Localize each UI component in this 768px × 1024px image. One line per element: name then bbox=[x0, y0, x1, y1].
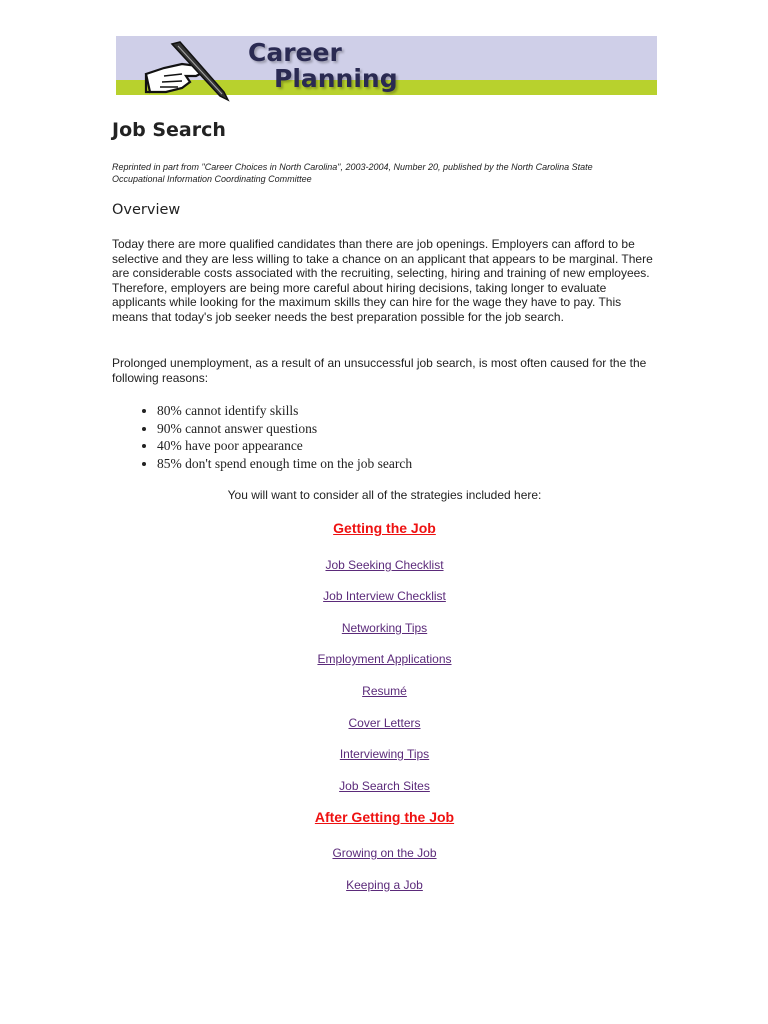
cover-letters-link[interactable]: Cover Letters bbox=[348, 716, 421, 730]
page-title: Job Search bbox=[112, 119, 226, 141]
networking-tips-link[interactable]: Networking Tips bbox=[341, 621, 428, 635]
getting-the-job-link[interactable]: Getting the Job bbox=[333, 520, 436, 536]
job-seeking-checklist-link[interactable]: Job Seeking Checklist bbox=[325, 558, 444, 572]
after-getting-the-job-link[interactable]: After Getting the Job bbox=[314, 809, 455, 825]
employment-applications-link[interactable]: Employment Applications bbox=[317, 652, 452, 666]
reprint-credit: Reprinted in part from "Career Choices in North Carolina", 2003-2004, Number 20, published by the North Carolina State Occupational Information Coordinating Committee bbox=[112, 162, 593, 184]
hand-writing-pen-icon bbox=[142, 40, 238, 102]
overview-paragraph-2: Prolonged unemployment, as a result of an unsuccessful job search, is most often caused for the the following reasons: bbox=[112, 356, 647, 385]
banner-title bbox=[248, 40, 398, 92]
job-search-sites-link[interactable]: Job Search Sites bbox=[339, 779, 430, 793]
banner-title-line1: Career bbox=[248, 38, 342, 67]
overview-heading: Overview bbox=[112, 202, 181, 218]
reasons-list bbox=[130, 402, 412, 472]
strategies-intro: You will want to consider all of the strategies included here: bbox=[227, 488, 542, 502]
banner-title-line2: Planning bbox=[274, 64, 398, 93]
overview-paragraph-1: Today there are more qualified candidates than there are job openings. Employers can afford to be selective and they are less willing to take a chance on an applicant that appears to be marginal. There are considerable costs associated with the recruiting, selecting, hiring and training of new employees. Therefore, employers are being more careful about hiring decisions, taking longer to evaluate applicants while looking for the maximum skills they can hire for the wage they have to pay. This means that today's job seeker needs the best preparation possible for the job search. bbox=[112, 237, 653, 324]
interviewing-tips-link[interactable]: Interviewing Tips bbox=[339, 747, 430, 761]
job-interview-checklist-link[interactable]: Job Interview Checklist bbox=[323, 589, 446, 603]
keeping-a-job-link[interactable]: Keeping a Job bbox=[346, 878, 423, 892]
growing-on-the-job-link[interactable]: Growing on the Job bbox=[332, 846, 437, 860]
resume-link[interactable]: Resumé bbox=[362, 684, 407, 698]
list-item: • 80% cannot identify skills bbox=[157, 402, 412, 420]
career-planning-banner bbox=[116, 36, 657, 104]
list-item: • 90% cannot answer questions bbox=[157, 420, 412, 438]
list-item: • 85% don't spend enough time on the job search bbox=[157, 455, 412, 473]
list-item: • 40% have poor appearance bbox=[157, 437, 412, 455]
